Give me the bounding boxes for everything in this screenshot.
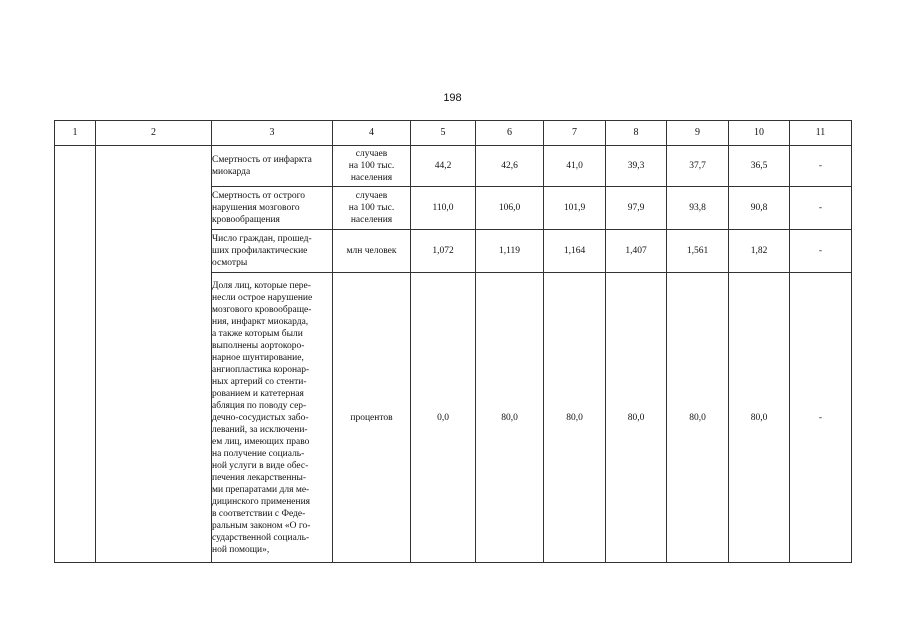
indicator-cell: Число граждан, прошед- ших профилактические осмотры: [212, 230, 333, 273]
value-cell: 37,7: [667, 146, 729, 187]
value-cell: 1,407: [606, 230, 667, 273]
value-cell: 41,0: [544, 146, 606, 187]
empty-cell-col2: [96, 146, 212, 563]
unit-cell: случаев на 100 тыс. населения: [333, 187, 411, 230]
value-cell: 1,164: [544, 230, 606, 273]
value-cell: 80,0: [544, 273, 606, 563]
unit-cell: млн человек: [333, 230, 411, 273]
value-cell: 36,5: [729, 146, 790, 187]
value-cell: 106,0: [476, 187, 544, 230]
header-row: [55, 121, 852, 146]
value-cell: 1,561: [667, 230, 729, 273]
value-cell: 44,2: [411, 146, 476, 187]
value-cell: 80,0: [667, 273, 729, 563]
column-header-6: 6: [476, 121, 544, 146]
value-cell: 42,6: [476, 146, 544, 187]
indicator-cell: Смертность от острого нарушения мозгового кровообращения: [212, 187, 333, 230]
column-header-5: 5: [411, 121, 476, 146]
value-cell: 39,3: [606, 146, 667, 187]
value-cell: -: [790, 146, 852, 187]
indicator-cell: Доля лиц, которые пере- несли острое нарушение мозгового кровообраще- ния, инфаркт миокарда, а также которым были выполнены аортокоро- нарное шунтирование, ангиопластика коронар- ных артерий со стенти- рованием и катетерная абляция по поводу сер- дечно-сосудистых забо- леваний, за исключени- ем лиц, имеющих право на получение социаль- ной услуги в виде обес- печения лекарственны- ми препаратами для ме- дицинского применения в соответствии с Феде- ральным законом «О го- сударственной социаль- ной помощи»,: [212, 273, 333, 563]
empty-cell-col1: [55, 146, 96, 563]
value-cell: 1,82: [729, 230, 790, 273]
column-header-7: 7: [544, 121, 606, 146]
indicator-cell: Смертность от инфаркта миокарда: [212, 146, 333, 187]
value-cell: 1,072: [411, 230, 476, 273]
value-cell: 80,0: [729, 273, 790, 563]
column-header-10: 10: [729, 121, 790, 146]
column-header-9: 9: [667, 121, 729, 146]
value-cell: 0,0: [411, 273, 476, 563]
value-cell: 101,9: [544, 187, 606, 230]
value-cell: -: [790, 273, 852, 563]
value-cell: 80,0: [606, 273, 667, 563]
column-header-11: 11: [790, 121, 852, 146]
value-cell: -: [790, 230, 852, 273]
column-header-8: 8: [606, 121, 667, 146]
value-cell: 1,119: [476, 230, 544, 273]
page-number: 198: [443, 92, 462, 104]
column-header-1: 1: [55, 121, 96, 146]
column-header-4: 4: [333, 121, 411, 146]
unit-cell: случаев на 100 тыс. населения: [333, 146, 411, 187]
unit-cell: процентов: [333, 273, 411, 563]
value-cell: -: [790, 187, 852, 230]
value-cell: 93,8: [667, 187, 729, 230]
column-header-2: 2: [96, 121, 212, 146]
value-cell: 90,8: [729, 187, 790, 230]
value-cell: 80,0: [476, 273, 544, 563]
column-header-3: 3: [212, 121, 333, 146]
value-cell: 110,0: [411, 187, 476, 230]
indicators-table: [54, 120, 852, 563]
table-row: [55, 146, 852, 187]
value-cell: 97,9: [606, 187, 667, 230]
